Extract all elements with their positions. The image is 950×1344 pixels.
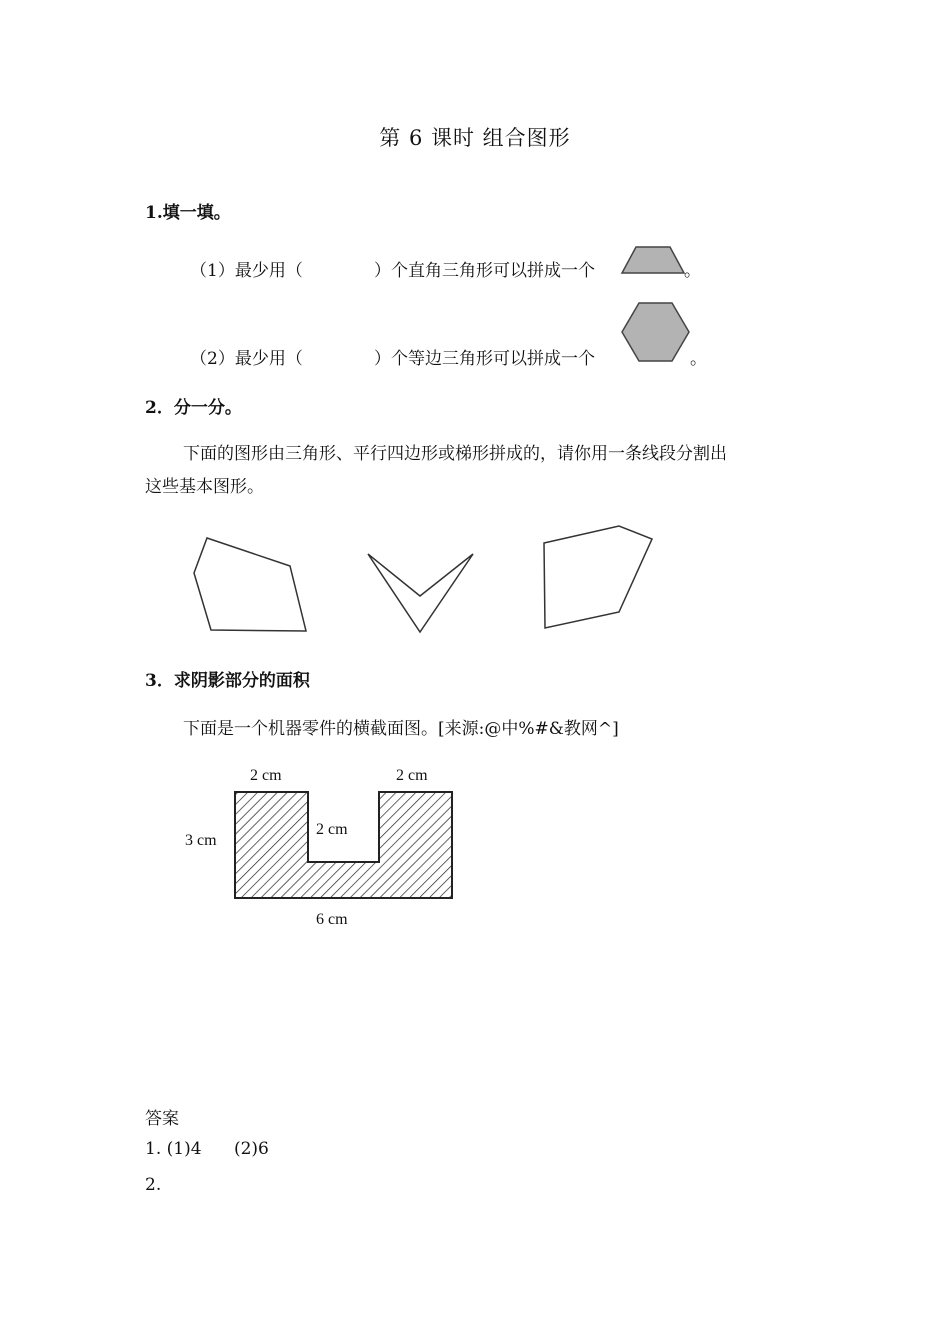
q2-suffix: ）个等边三角形可以拼成一个: [374, 349, 595, 369]
section2-text-line1: 下面的图形由三角形、平行四边形或梯形拼成的，请你用一条线段分割出: [183, 444, 727, 464]
section3-heading: 3．求阴影部分的面积: [145, 671, 310, 691]
section3-text: 下面是一个机器零件的横截面图。[来源:@中%#&教网^]: [183, 719, 619, 739]
section2-text-line2: 这些基本图形。: [145, 477, 264, 497]
answers-label: 答案: [145, 1109, 179, 1129]
section1-heading: 1.填一填。: [145, 203, 231, 223]
q1-end: 。: [684, 261, 701, 281]
q2-end: 。: [690, 349, 707, 369]
dim-top-left: 2 cm: [250, 767, 282, 784]
dim-inner: 2 cm: [316, 821, 348, 838]
page-title: 第 6 课时 组合图形: [379, 126, 571, 150]
answer-2: 2.: [145, 1175, 162, 1195]
q1-suffix: ）个直角三角形可以拼成一个: [374, 261, 595, 281]
section2-heading: 2．分一分。: [145, 398, 242, 418]
shaded-region: [235, 792, 452, 898]
answer-1: 1. (1)4 (2)6: [145, 1139, 269, 1159]
dim-top-right: 2 cm: [396, 767, 428, 784]
dim-left: 3 cm: [185, 832, 217, 849]
dim-bottom: 6 cm: [316, 911, 348, 928]
q1-prefix: （1）最少用（: [190, 261, 303, 281]
q2-prefix: （2）最少用（: [190, 349, 303, 369]
